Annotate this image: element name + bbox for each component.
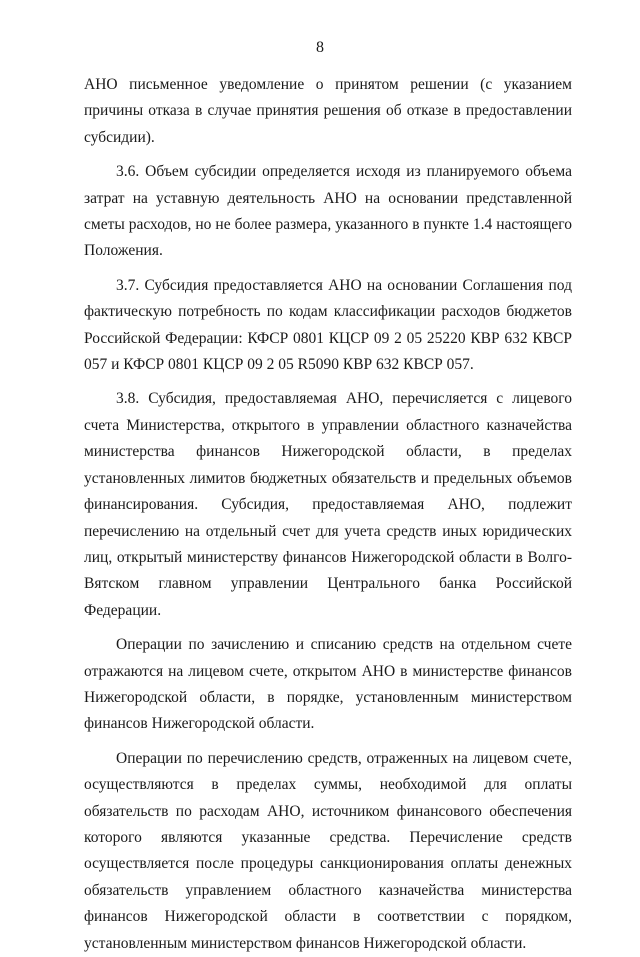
paragraph-3-7: 3.7. Субсидия предоставляется АНО на основании Соглашения под фактическую потребность по кодам классификации расходов бюджетов Российской Федерации: КФСР 0801 КЦСР 09 2 05 25220 КВР 632 КВСР 057 и КФСР 0801 КЦСР 09 2 05 R5090 КВР 632 КВСР 057. [84,276,572,374]
paragraph-3-6: 3.6. Объем субсидии определяется исходя из планируемого объема затрат на уставную деятельность АНО на основании представленной сметы расходов, но не более размера, указанного в пункте 1.4 настоящего Положения. [84,163,572,260]
paragraph-operations-crediting: Операции по зачислению и списанию средств на отдельном счете отражаются на лицевом счете, открытом АНО в министерстве финансов Нижегородской области, в порядке, установленным министерством финансов Нижегородской области. [84,636,572,733]
paragraph-3-8: 3.8. Субсидия, предоставляемая АНО, перечисляется с лицевого счета Министерства, открытого в управлении областного казначейства министерства финансов Нижегородской области, в пределах установленных лимитов бюджетных обязательств и предельных объемов финансирования. Субсидия, предоставляемая АНО, подлежит перечислению на отдельный счет для учета средств иных юридических лиц, открытый министерству финансов Нижегородской области в Волго-Вятском главном управлении Центрального банка Российской Федерации. [84,390,572,619]
paragraph-continuation: АНО письменное уведомление о принятом решении (с указанием причины отказа в случае принятия решения об отказе в предоставлении субсидии). [84,76,572,146]
page-number: 8 [316,39,324,56]
paragraph-operations-transfer: Операции по перечислению средств, отраженных на лицевом счете, осуществляются в пределах суммы, необходимой для оплаты обязательств по расходам АНО, источником финансового обеспечения которого являются указанные средства. Перечисление средств осуществляется после процедуры санкционирования оплаты денежных обязательств управлением областного казначейства министерства финансов Нижегородской области в соответствии с порядком, установленным министерством финансов Нижегородской области. [84,749,572,952]
document-body [84,72,572,957]
